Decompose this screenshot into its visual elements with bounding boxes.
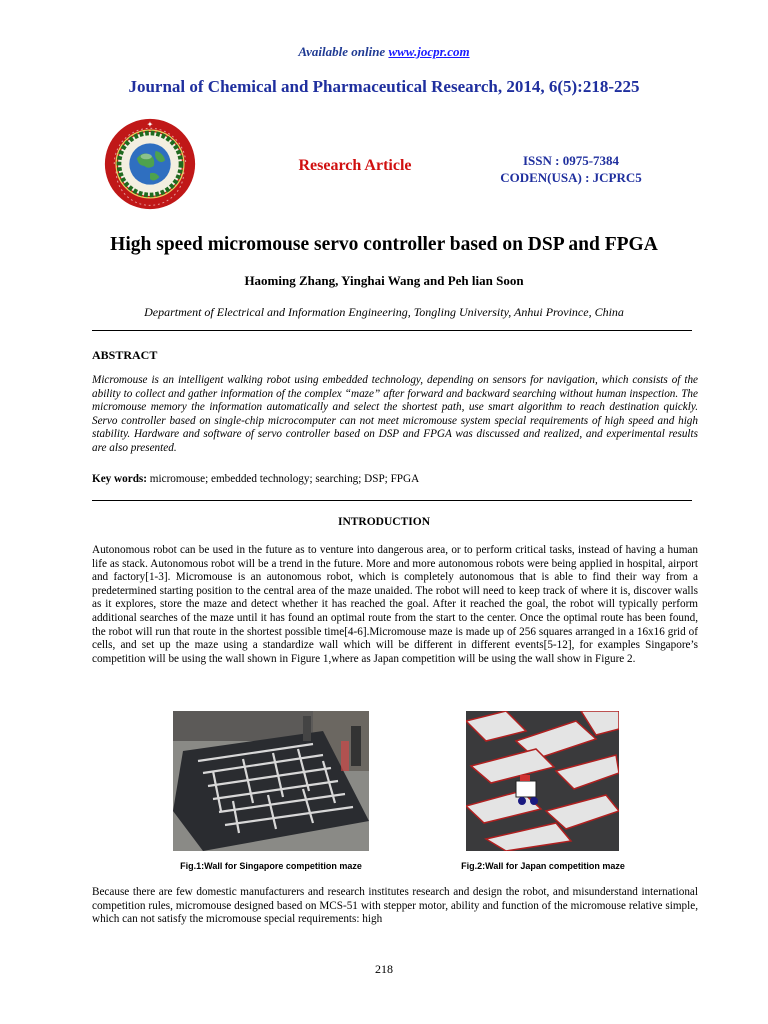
paper-affiliation: Department of Electrical and Information Engineering, Tongling University, Anhui Province, China xyxy=(144,305,624,319)
introduction-heading: INTRODUCTION xyxy=(337,516,430,528)
issn: ISSN : 0975-7384 xyxy=(522,153,620,168)
figure-1-caption: Fig.1:Wall for Singapore competition maze xyxy=(180,861,362,871)
coden: CODEN(USA) : JCPRC5 xyxy=(500,170,642,185)
article-type: Research Article xyxy=(298,157,412,174)
divider-bottom xyxy=(92,500,692,501)
body-paragraph-2: Because there are few domestic manufacturers and research institutes research and design the robot, and misunderstand international competition rules, micromouse designed based on MCS-51 with stepper motor, ability and function of the micromouse relative simple, which can not satisfy the micromouse special requirements: high xyxy=(92,886,698,926)
keywords-label: Key words: xyxy=(92,473,147,485)
abstract-heading: ABSTRACT xyxy=(92,348,158,362)
issn-coden-block xyxy=(498,152,644,186)
figure-1-singapore-maze-photo xyxy=(173,711,369,851)
page-number: 218 xyxy=(375,962,393,976)
available-online xyxy=(0,44,768,60)
available-online-label: Available online xyxy=(298,44,386,59)
figure-2-caption: Fig.2:Wall for Japan competition maze xyxy=(461,861,625,871)
paper-authors: Haoming Zhang, Yinghai Wang and Peh lian Soon xyxy=(244,273,524,288)
paper-title: High speed micromouse servo controller based on DSP and FPGA xyxy=(110,234,658,255)
journal-citation: Journal of Chemical and Pharmaceutical Research, 2014, 6(5):218-225 xyxy=(128,77,640,96)
abstract-text: Micromouse is an intelligent walking robot using embedded technology, depending on sensors for navigation, which consists of the ability to collect and gather information of the complex “maze” after forward and backward searching without human inspection. The micromouse memory the information automatically and select the shortest path, use smart algorithm to reach destination quickly. Servo controller based on single-chip microcomputer can not meet micromouse system special requirements of high speed and high stability. Hardware and software of servo controller based on DSP and FPGA was discussed and realized, and experimental results are also presented. xyxy=(92,374,698,454)
figure-2-japan-maze-photo xyxy=(466,711,619,851)
introduction-text: Autonomous robot can be used in the future as to venture into dangerous area, or to perform critical tasks, instead of having a human life as stack. Autonomous robot will be a trend in the future. More and more autonomous robots were being applied in hospital, airport and factory[1-3]. Micromouse is an autonomous robot, which is completely autonomous that is able to find their way from a predetermined starting position to the central area of the maze unaided. The robot will need to keep track of where it is, discover walls as it explores, store the maze and detect whether it has reached the goal. After it reached the goal, the robot will typically perform additional searches of the maze until it has found an optimal route from the start to the center. Once the optimal route has been found, the robot will run that route in the shortest possible time[4-6].Micromouse maze is made up of 256 squares arranged in a 16x16 grid of cells, and set up the maze using a standardize wall which will be different in different events[5-12], for examples Singapore’s competition will be using the wall shown in Figure 1,where as Japan competition will be using the wall show in Figure 2. xyxy=(92,544,698,665)
svg-text:✦: ✦ xyxy=(147,120,153,129)
journal-website-link[interactable]: www.jocpr.com xyxy=(388,44,470,59)
keywords-list: micromouse; embedded technology; searching; DSP; FPGA xyxy=(147,473,420,485)
keywords xyxy=(92,473,698,485)
divider-top xyxy=(92,330,692,331)
